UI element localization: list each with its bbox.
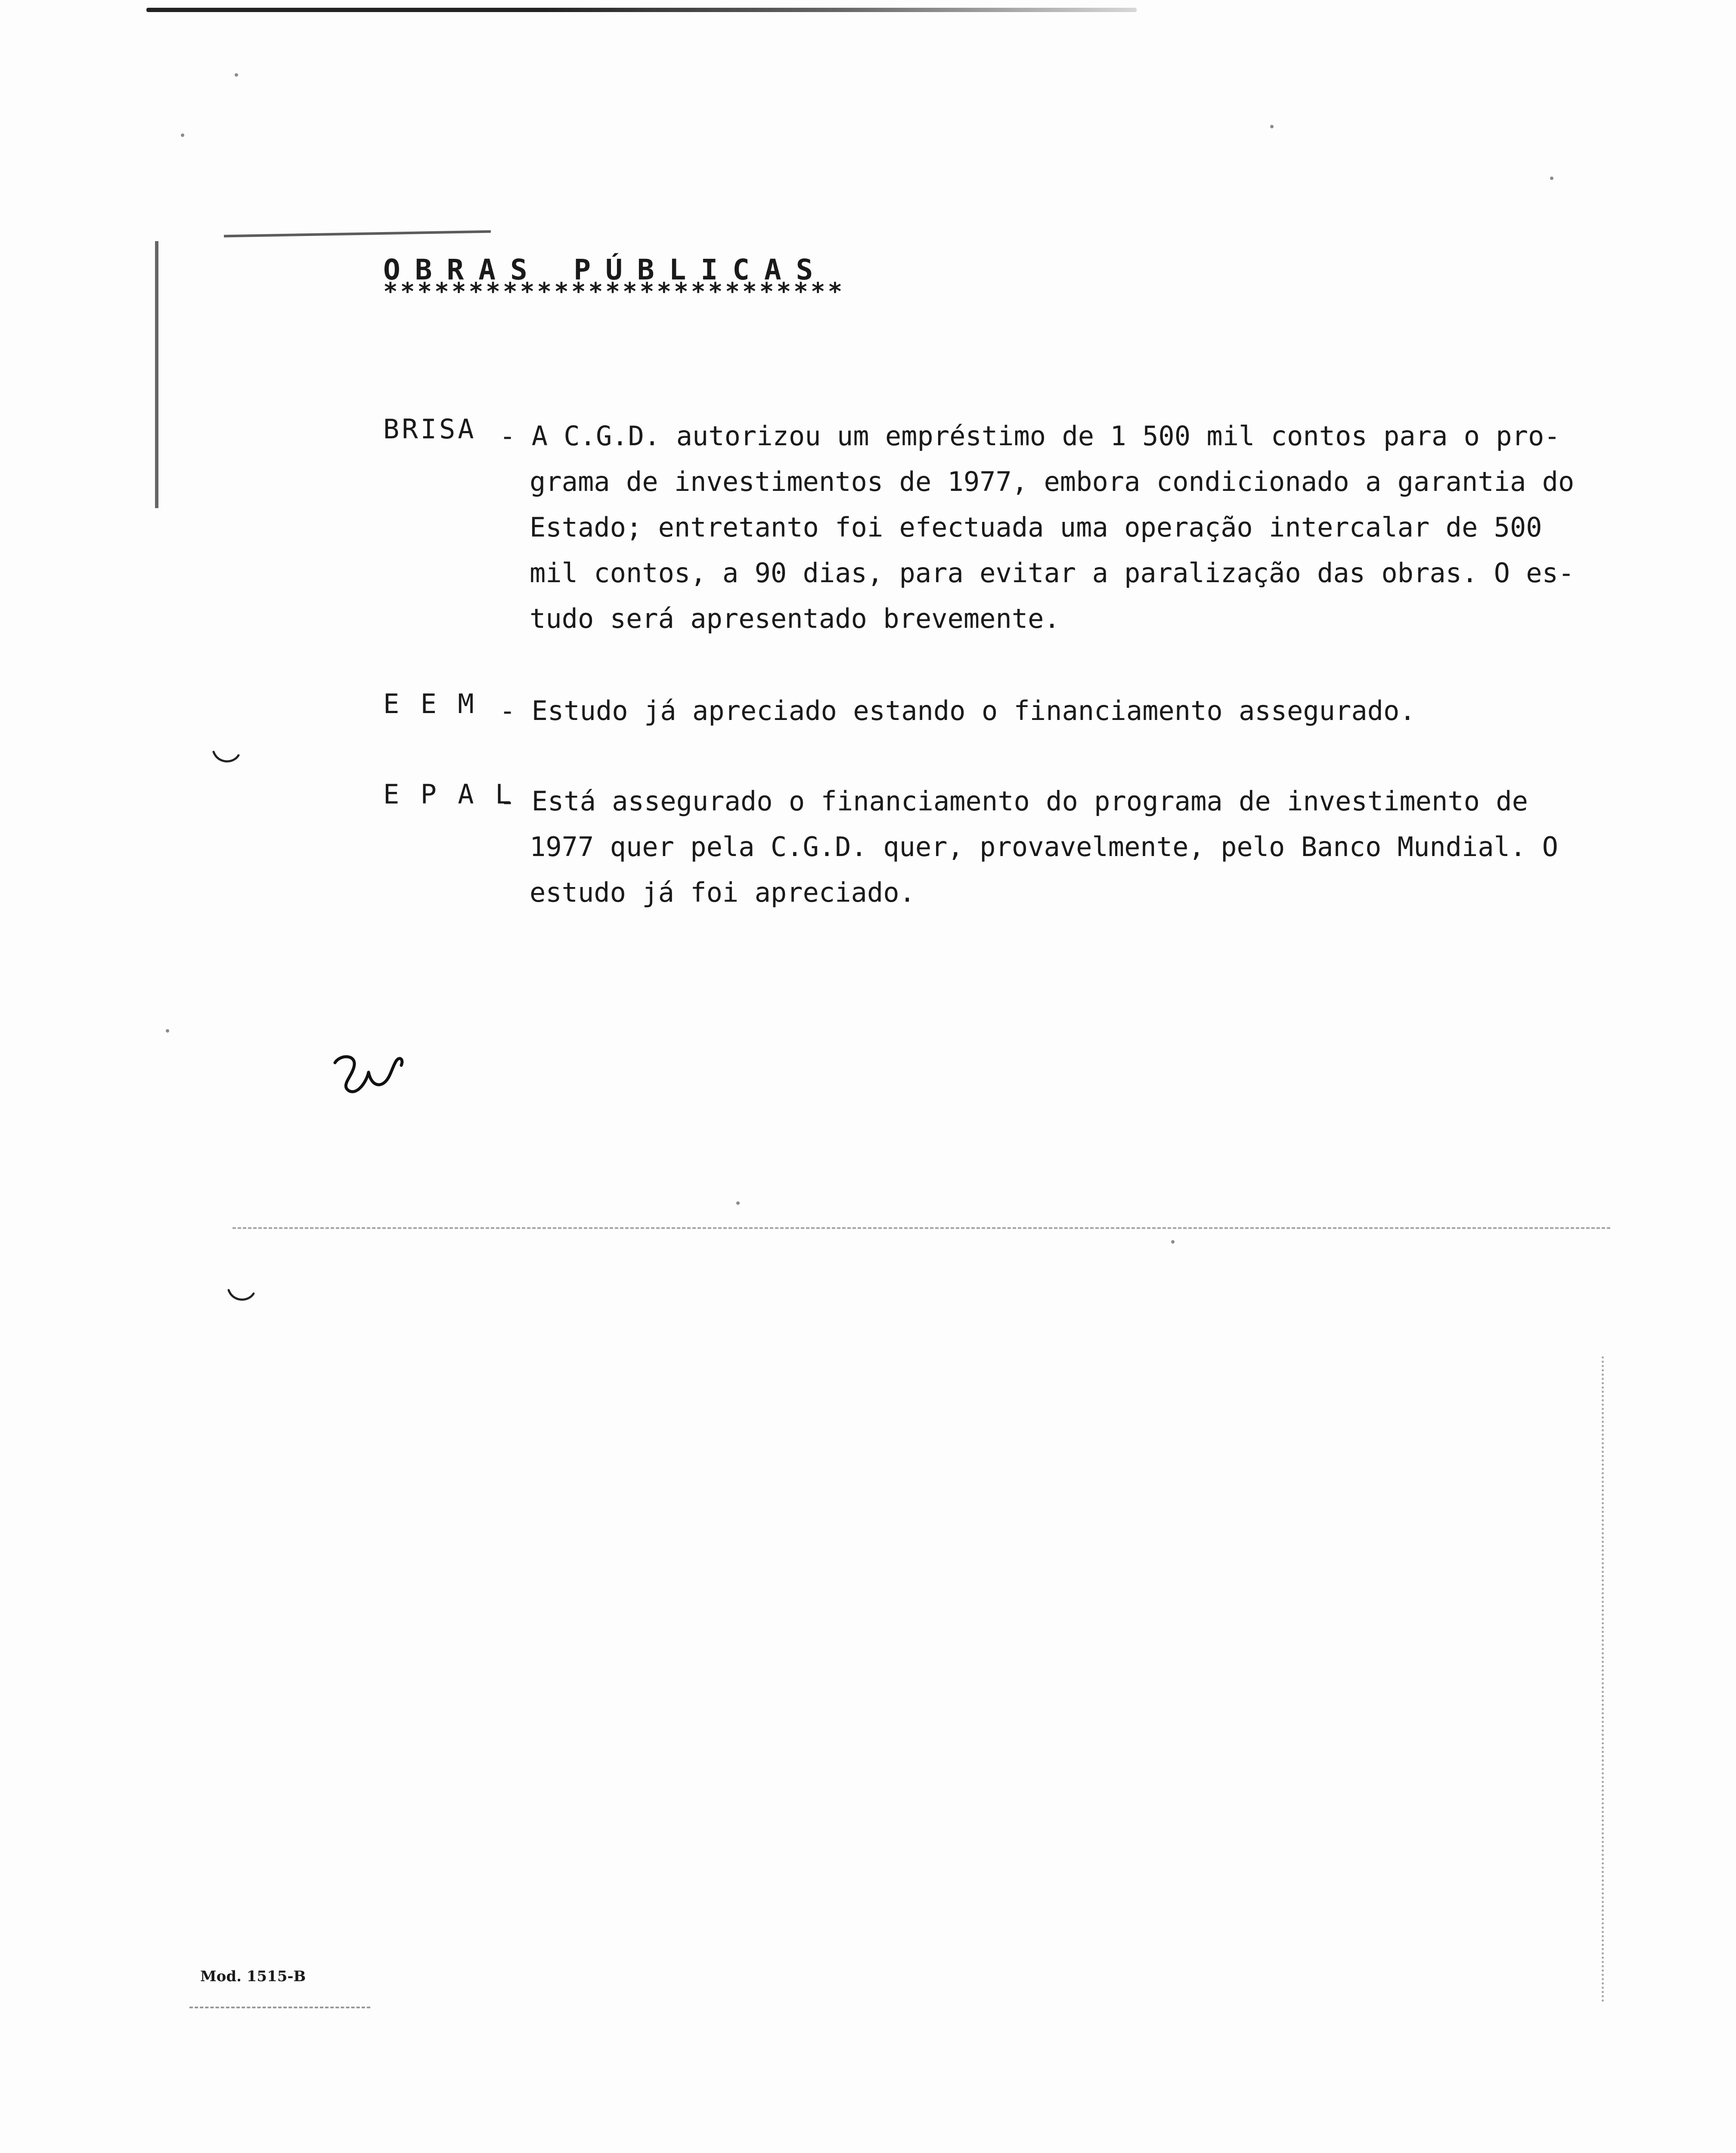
scan-speck	[181, 133, 184, 137]
entry-text-line: tudo será apresentado brevemente.	[530, 603, 1060, 634]
footer-smudge	[189, 2007, 370, 2021]
entry-body	[499, 688, 1520, 734]
scan-artifact-line	[232, 1227, 1610, 1229]
left-margin-line	[155, 241, 158, 508]
entry-text-line: Estado; entretanto foi efectuada uma operação intercalar de 500	[530, 512, 1542, 543]
entry-text-line: - Está assegurado o financiamento do programa de investimento de	[499, 785, 1528, 817]
scan-speck	[1270, 125, 1274, 128]
entry-label: E E M	[383, 688, 477, 720]
entry-body	[499, 413, 1575, 642]
entry-text-line: - Estudo já apreciado estando o financiamento assegurado.	[499, 695, 1416, 726]
entry-text-line: grama de investimentos de 1977, embora condicionado a garantia do	[530, 466, 1575, 497]
handwritten-initials	[327, 1046, 413, 1098]
section-title-underline: ***************************	[383, 278, 845, 306]
header-rule	[224, 230, 491, 238]
punch-hole-mark	[226, 1287, 256, 1305]
scan-speck	[1550, 177, 1553, 180]
punch-hole-mark	[211, 749, 241, 766]
entry-text-line: - A C.G.D. autorizou um empréstimo de 1 500 mil contos para o pro-	[499, 420, 1560, 452]
section-title: OBRAS PÚBLICAS	[383, 253, 828, 286]
scan-speck	[166, 1029, 169, 1033]
scan-speck	[235, 73, 238, 77]
entry-label: BRISA	[383, 413, 477, 445]
entry-body	[499, 779, 1558, 915]
scan-speck	[1171, 1240, 1175, 1244]
scan-artifact-edge	[1602, 1356, 1604, 2002]
entry-text-line: 1977 quer pela C.G.D. quer, provavelmente, pelo Banco Mundial. O	[530, 831, 1558, 862]
form-code: Mod. 1515-B	[200, 1968, 306, 1985]
scan-speck	[736, 1201, 740, 1205]
entry-text-line: estudo já foi apreciado.	[530, 877, 915, 908]
top-edge-rule	[146, 8, 1137, 12]
entry-label: E P A L	[383, 779, 514, 810]
entry-text-line: mil contos, a 90 dias, para evitar a paralização das obras. O es-	[530, 557, 1575, 589]
